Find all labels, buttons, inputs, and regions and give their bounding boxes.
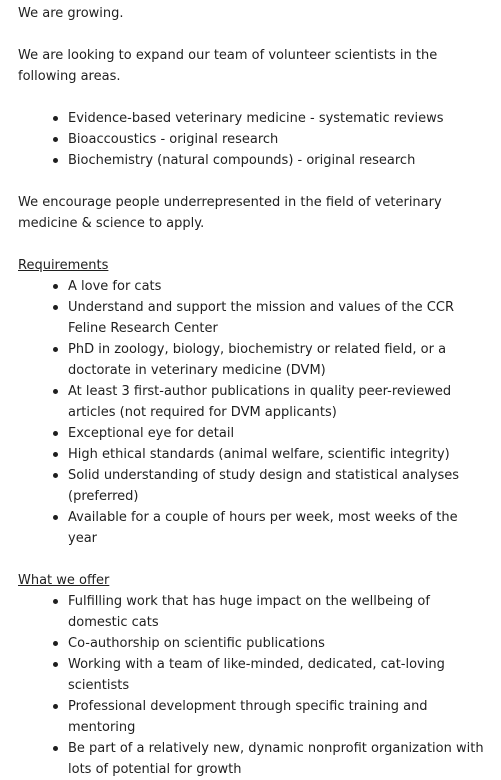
- list-item: Be part of a relatively new, dynamic nonprofit organization with lots of potential for growth: [18, 738, 488, 780]
- list-item: Bioaccoustics - original research: [18, 129, 488, 150]
- list-item: High ethical standards (animal welfare, scientific integrity): [18, 444, 488, 465]
- spacer: [18, 234, 488, 255]
- list-item: Professional development through specific training and mentoring: [18, 696, 488, 738]
- requirements-list: [18, 276, 488, 549]
- list-item: Fulfilling work that has huge impact on the wellbeing of domestic cats: [18, 591, 488, 633]
- offer-list: [18, 591, 488, 780]
- list-item: Understand and support the mission and values of the CCR Feline Research Center: [18, 297, 488, 339]
- list-item: Biochemistry (natural compounds) - original research: [18, 150, 488, 171]
- list-item: Available for a couple of hours per week, most weeks of the year: [18, 507, 488, 549]
- list-item: Exceptional eye for detail: [18, 423, 488, 444]
- offer-heading: What we offer: [18, 573, 110, 588]
- list-item: A love for cats: [18, 276, 488, 297]
- areas-list: [18, 108, 488, 171]
- list-item: Co-authorship on scientific publications: [18, 633, 488, 654]
- spacer: [18, 24, 488, 45]
- spacer: [18, 87, 488, 108]
- headline: We are growing.: [18, 6, 124, 21]
- encourage-paragraph: We encourage people underrepresented in the field of veterinary medicine & science to apply.: [18, 195, 442, 231]
- spacer: [18, 549, 488, 570]
- list-item: PhD in zoology, biology, biochemistry or related field, or a doctorate in veterinary medicine (DVM): [18, 339, 488, 381]
- spacer: [18, 171, 488, 192]
- requirements-heading: Requirements: [18, 258, 109, 273]
- list-item: Working with a team of like-minded, dedicated, cat-loving scientists: [18, 654, 488, 696]
- expand-paragraph: We are looking to expand our team of volunteer scientists in the following areas.: [18, 48, 438, 84]
- list-item: Solid understanding of study design and statistical analyses (preferred): [18, 465, 488, 507]
- list-item: At least 3 first-author publications in quality peer-reviewed articles (not required for DVM applicants): [18, 381, 488, 423]
- list-item: Evidence-based veterinary medicine - systematic reviews: [18, 108, 488, 129]
